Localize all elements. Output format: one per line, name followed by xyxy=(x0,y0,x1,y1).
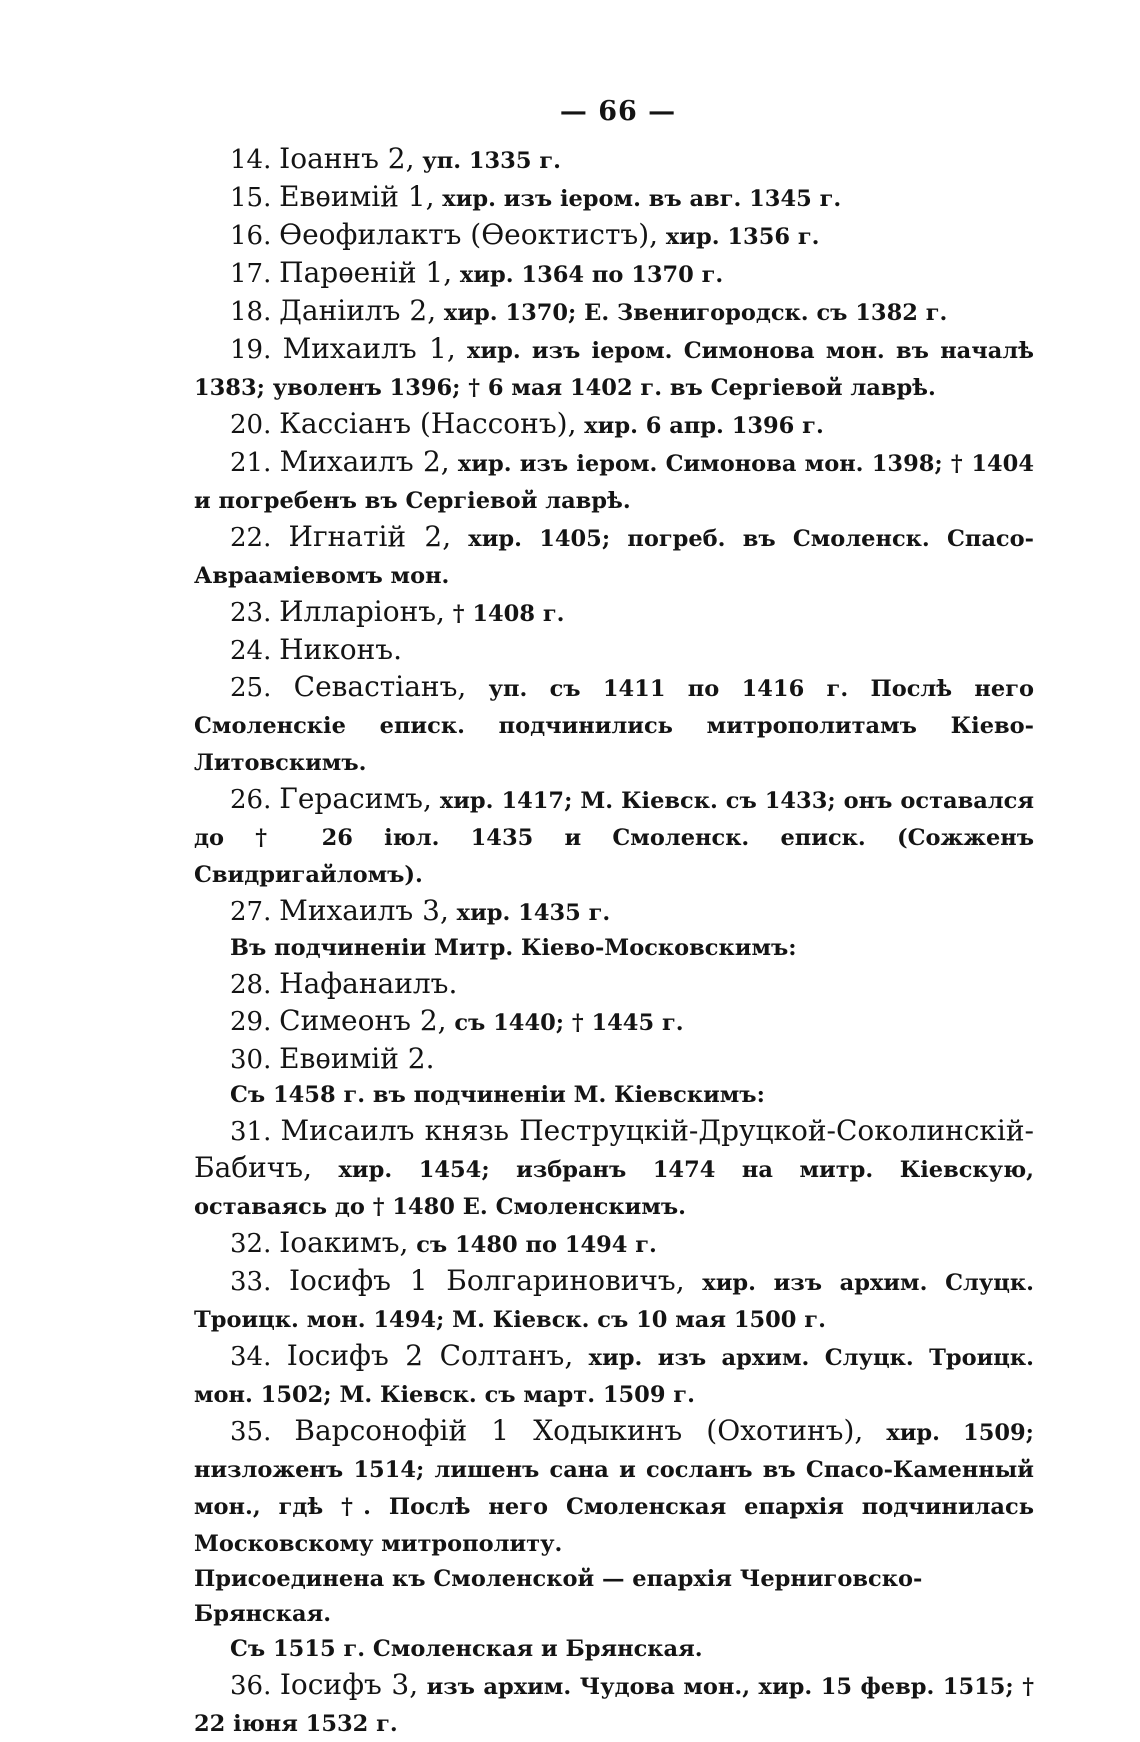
entry-number: 14. xyxy=(230,145,272,175)
list-item xyxy=(194,1667,1034,1742)
entry-name: Іоакимъ, xyxy=(279,1226,409,1259)
list-item xyxy=(194,255,1034,293)
page-number: — 66 — xyxy=(559,96,677,127)
entry-number: 26. xyxy=(230,785,272,815)
entry-details: хир. 1435 г. xyxy=(456,900,611,926)
entry-details: хир. 1364 по 1370 г. xyxy=(459,262,724,288)
entry-name: Герасимъ, xyxy=(279,782,432,815)
section-note: Съ 1515 г. Смоленская и Брянская. xyxy=(230,1636,703,1662)
entry-number: 16. xyxy=(230,221,272,251)
entry-number: 23. xyxy=(230,598,272,628)
list-item xyxy=(194,331,1034,406)
entry-name: Севастіанъ, xyxy=(293,670,467,703)
entry-name: Симеонъ 2, xyxy=(279,1004,447,1037)
list-item xyxy=(194,406,1034,444)
entry-name: Михаилъ 1, xyxy=(282,332,456,365)
entry-details: хир. 1417; М. Кіевск. съ 1433; онъ оставался до † 26 іюл. 1435 и Смоленск. еписк. (Сожженъ Свидригайломъ). xyxy=(194,788,1034,888)
entry-name: Мисаилъ князь Пеструцкій-Друцкой-Соколинскій-Бабичъ, xyxy=(194,1114,1034,1184)
entry-name: Іосифъ 1 Болгариновичъ, xyxy=(289,1264,685,1297)
entry-number: 35. xyxy=(230,1417,272,1447)
entry-name: Никонъ. xyxy=(279,633,402,666)
entry-details: хир. изъ іером. Симонова мон. 1398; † 1404 и погребенъ въ Сергіевой лаврѣ. xyxy=(194,451,1034,514)
entry-number: 31. xyxy=(230,1117,272,1147)
list-item xyxy=(194,1113,1034,1225)
entry-details: изъ архим. Чудова мон., хир. 15 февр. 1515; † 22 іюня 1532 г. xyxy=(194,1674,1035,1737)
list-item xyxy=(194,1263,1034,1338)
entry-details: съ 1480 по 1494 г. xyxy=(416,1232,657,1258)
list-item xyxy=(194,141,1034,179)
entry-number: 29. xyxy=(230,1007,272,1037)
entry-details: уп. 1335 г. xyxy=(422,148,561,174)
section-note: Присоединена къ Смоленской — епархія Черниговско-Брянская. xyxy=(194,1566,923,1627)
entry-number: 19. xyxy=(230,335,272,365)
entry-details: хир. 1370; Е. Звенигородск. съ 1382 г. xyxy=(443,300,948,326)
entry-name: Михаилъ 3, xyxy=(279,894,449,927)
list-item xyxy=(194,669,1034,781)
list-item xyxy=(194,1041,1034,1078)
list-item xyxy=(194,1225,1034,1263)
list-item xyxy=(194,519,1034,594)
entry-details: хир. изъ іером. въ авг. 1345 г. xyxy=(442,186,842,212)
entry-number: 17. xyxy=(230,259,272,289)
list-item xyxy=(194,179,1034,217)
entry-name: Кассіанъ (Нассонъ), xyxy=(279,407,577,440)
entry-number: 21. xyxy=(230,448,272,478)
entry-number: 22. xyxy=(230,523,272,553)
entry-details: хир. 1454; избранъ 1474 на митр. Кіевскую, оставаясь до † 1480 Е. Смоленскимъ. xyxy=(194,1157,1034,1220)
entry-name: Евѳимій 1, xyxy=(279,180,435,213)
entry-details: хир. 1356 г. xyxy=(665,224,820,250)
list-item xyxy=(194,1338,1034,1413)
entry-number: 30. xyxy=(230,1045,272,1075)
entry-number: 32. xyxy=(230,1229,272,1259)
entry-name: Парѳеній 1, xyxy=(279,256,453,289)
entry-number: 20. xyxy=(230,410,272,440)
entry-name: Игнатій 2, xyxy=(288,520,452,553)
entry-name: Нафанаилъ. xyxy=(279,967,458,1000)
entry-number: 15. xyxy=(230,183,272,213)
list-item xyxy=(194,217,1034,255)
list-item xyxy=(194,444,1034,519)
list-item xyxy=(194,1003,1034,1041)
entries-list xyxy=(194,141,1034,1742)
entry-details: хир. изъ архим. Слуцк. Троицк. мон. 1502; М. Кіевск. съ март. 1509 г. xyxy=(194,1345,1034,1408)
list-item xyxy=(194,1413,1034,1562)
list-item xyxy=(194,632,1034,669)
entry-details: съ 1440; † 1445 г. xyxy=(454,1010,684,1036)
entry-details: хир. изъ архим. Слуцк. Троицк. мон. 1494; М. Кіевск. съ 10 мая 1500 г. xyxy=(194,1270,1034,1333)
entry-details: хир. изъ іером. Симонова мон. въ началѣ 1383; уволенъ 1396; † 6 мая 1402 г. въ Сергіевой лаврѣ. xyxy=(194,338,1034,401)
entry-name: Ѳеофилактъ (Ѳеоктистъ), xyxy=(279,218,659,251)
entry-name: Варсонофій 1 Ходыкинъ (Охотинъ), xyxy=(294,1414,864,1447)
entry-number: 24. xyxy=(230,636,272,666)
entry-details: хир. 1405; погреб. въ Смоленск. Спасо-Авраамiевомъ мон. xyxy=(194,526,1034,589)
entry-number: 25. xyxy=(230,673,272,703)
entry-details: хир. 6 апр. 1396 г. xyxy=(584,413,824,439)
entry-details: уп. съ 1411 по 1416 г. Послѣ него Смоленскіе еписк. подчинились митрополитамъ Кіево-Литовскимъ. xyxy=(194,676,1035,776)
entry-name: Іосифъ 2 Солтанъ, xyxy=(286,1339,574,1372)
entry-number: 34. xyxy=(230,1342,272,1372)
entry-name: Михаилъ 2, xyxy=(279,445,450,478)
entry-details: † 1408 г. xyxy=(452,601,565,627)
entry-number: 27. xyxy=(230,897,272,927)
entry-number: 18. xyxy=(230,297,272,327)
list-item xyxy=(194,893,1034,931)
section-note: Въ подчиненіи Митр. Кіево-Московскимъ: xyxy=(230,935,797,961)
entry-name: Евѳимій 2. xyxy=(279,1042,435,1075)
entry-name: Іосифъ 3, xyxy=(279,1668,419,1701)
list-item xyxy=(194,966,1034,1003)
entry-name: Іоаннъ 2, xyxy=(279,142,415,175)
entry-details: хир. 1509; низложенъ 1514; лишенъ сана и сосланъ въ Спасо-Каменный мон., гдѣ †. Послѣ него Смоленская епархія подчинилась Московскому митрополиту. xyxy=(194,1420,1034,1557)
entry-number: 28. xyxy=(230,970,272,1000)
entry-name: Даніилъ 2, xyxy=(279,294,437,327)
entry-number: 36. xyxy=(230,1671,272,1701)
list-item xyxy=(194,781,1034,893)
entry-name: Илларіонъ, xyxy=(279,595,445,628)
section-note: Съ 1458 г. въ подчиненіи М. Кіевскимъ: xyxy=(230,1082,765,1108)
list-item xyxy=(194,594,1034,632)
entry-number: 33. xyxy=(230,1267,272,1297)
list-item xyxy=(194,293,1034,331)
